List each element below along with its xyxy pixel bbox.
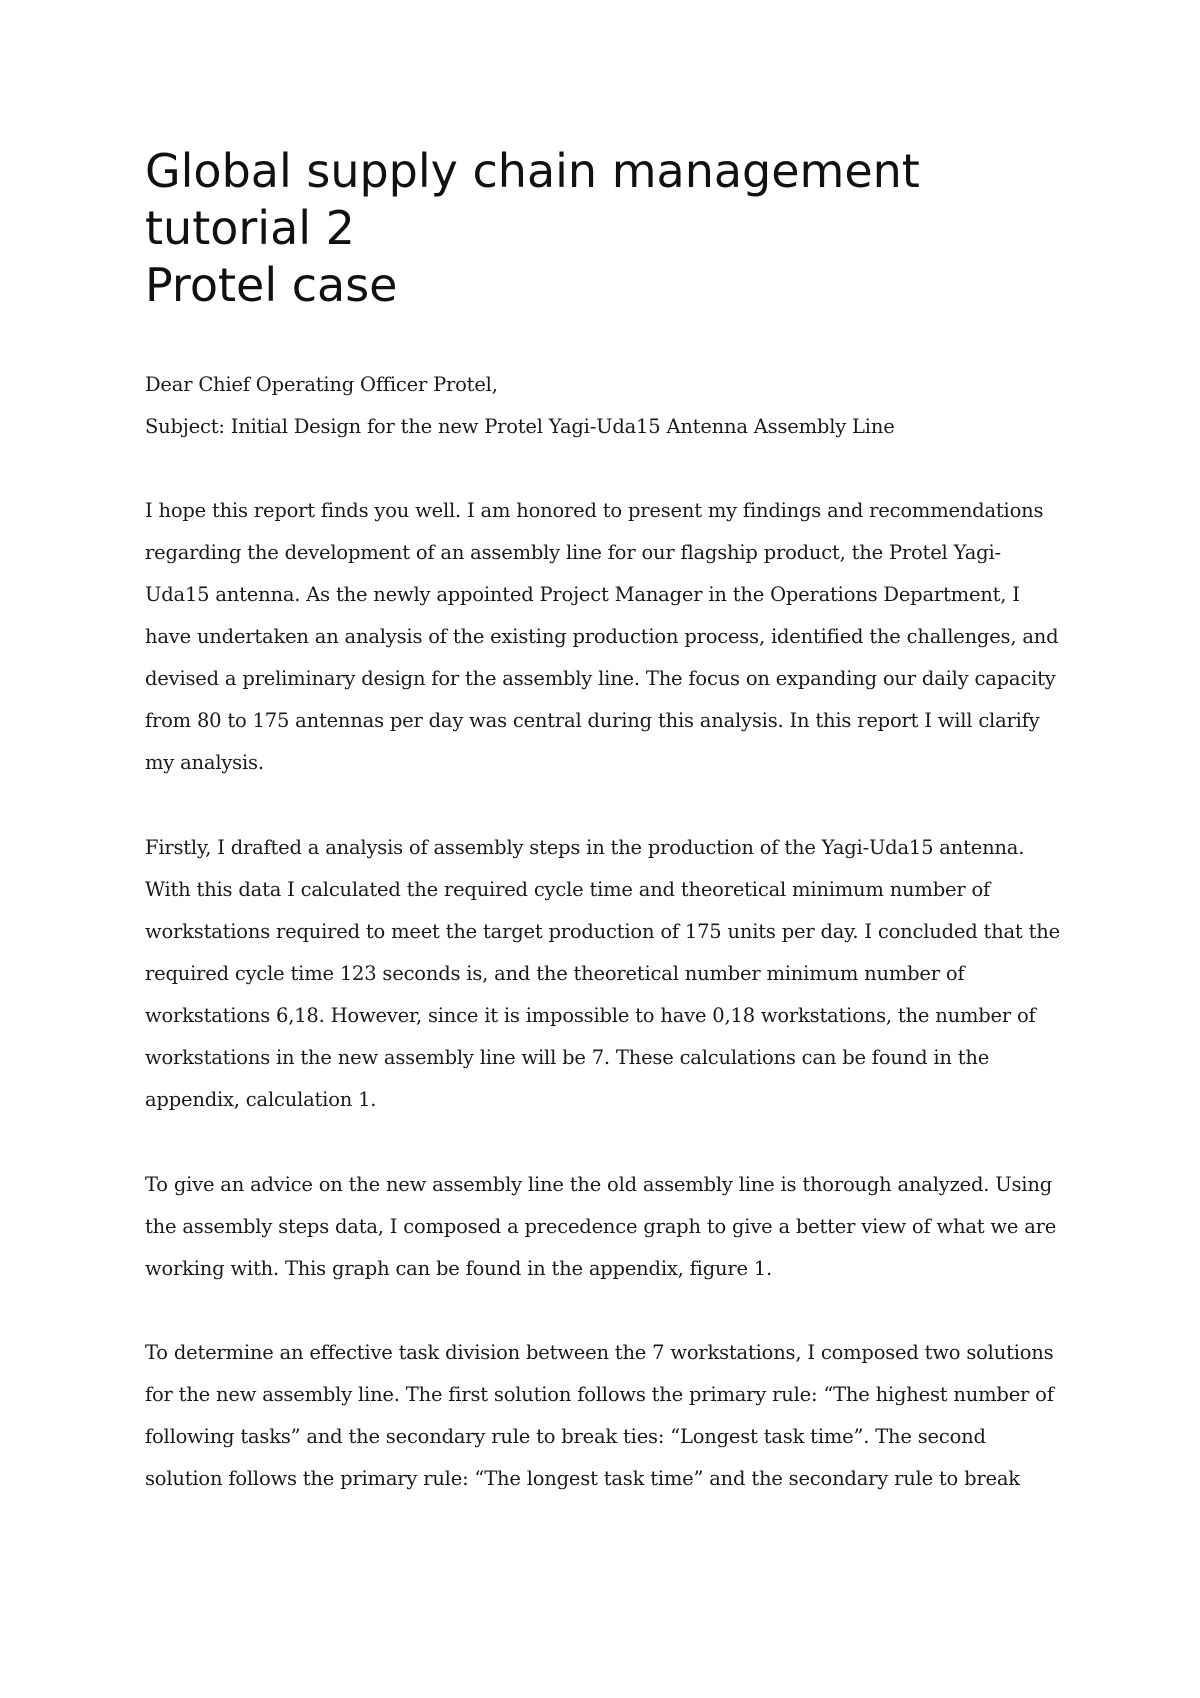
paragraph-precedence-graph	[145, 1164, 1075, 1290]
text-line: To give an advice on the new assembly line the old assembly line is thorough analyzed. Using	[145, 1173, 1052, 1196]
text-line: workstations required to meet the target production of 175 units per day. I concluded that the	[145, 920, 1060, 943]
text-line: devised a preliminary design for the assembly line. The focus on expanding our daily capacity	[145, 667, 1056, 690]
text-line: workstations in the new assembly line will be 7. These calculations can be found in the	[145, 1046, 990, 1069]
paragraph-task-division	[145, 1332, 1075, 1500]
text-line: With this data I calculated the required cycle time and theoretical minimum number of	[145, 878, 990, 901]
paragraph-introduction	[145, 490, 1075, 784]
text-line: for the new assembly line. The first solution follows the primary rule: “The highest number of	[145, 1383, 1054, 1406]
text-line: from 80 to 175 antennas per day was central during this analysis. In this report I will clarify	[145, 709, 1040, 732]
paragraph-cycle-time	[145, 827, 1075, 1121]
text-line: following tasks” and the secondary rule to break ties: “Longest task time”. The second	[145, 1425, 986, 1448]
text-line: I hope this report finds you well. I am honored to present my findings and recommendations	[145, 499, 1044, 522]
text-line: Uda15 antenna. As the newly appointed Project Manager in the Operations Department, I	[145, 583, 1020, 606]
salutation	[145, 364, 1075, 406]
subject-line	[145, 406, 1075, 448]
document-title	[145, 143, 1085, 314]
text-line: Firstly, I drafted a analysis of assembly steps in the production of the Yagi-Uda15 antenna.	[145, 836, 1025, 859]
text-line: workstations 6,18. However, since it is impossible to have 0,18 workstations, the number of	[145, 1004, 1036, 1027]
title-line-3: Protel case	[145, 258, 398, 312]
text-line: my analysis.	[145, 751, 264, 774]
text-line: solution follows the primary rule: “The longest task time” and the secondary rule to break	[145, 1467, 1020, 1490]
title-line-1: Global supply chain management	[145, 144, 920, 198]
text-line: required cycle time 123 seconds is, and the theoretical number minimum number of	[145, 962, 965, 985]
text-line: regarding the development of an assembly line for our flagship product, the Protel Yagi-	[145, 541, 1001, 564]
text-line: working with. This graph can be found in the appendix, figure 1.	[145, 1257, 773, 1280]
text-line: have undertaken an analysis of the existing production process, identified the challenges, and	[145, 625, 1059, 648]
text-line: the assembly steps data, I composed a precedence graph to give a better view of what we are	[145, 1215, 1057, 1238]
text-line: To determine an effective task division between the 7 workstations, I composed two solutions	[145, 1341, 1054, 1364]
subject-text: Subject: Initial Design for the new Protel Yagi-Uda15 Antenna Assembly Line	[145, 415, 895, 438]
salutation-line: Dear Chief Operating Officer Protel,	[145, 373, 498, 396]
title-line-2: tutorial 2	[145, 201, 355, 255]
text-line: appendix, calculation 1.	[145, 1088, 377, 1111]
